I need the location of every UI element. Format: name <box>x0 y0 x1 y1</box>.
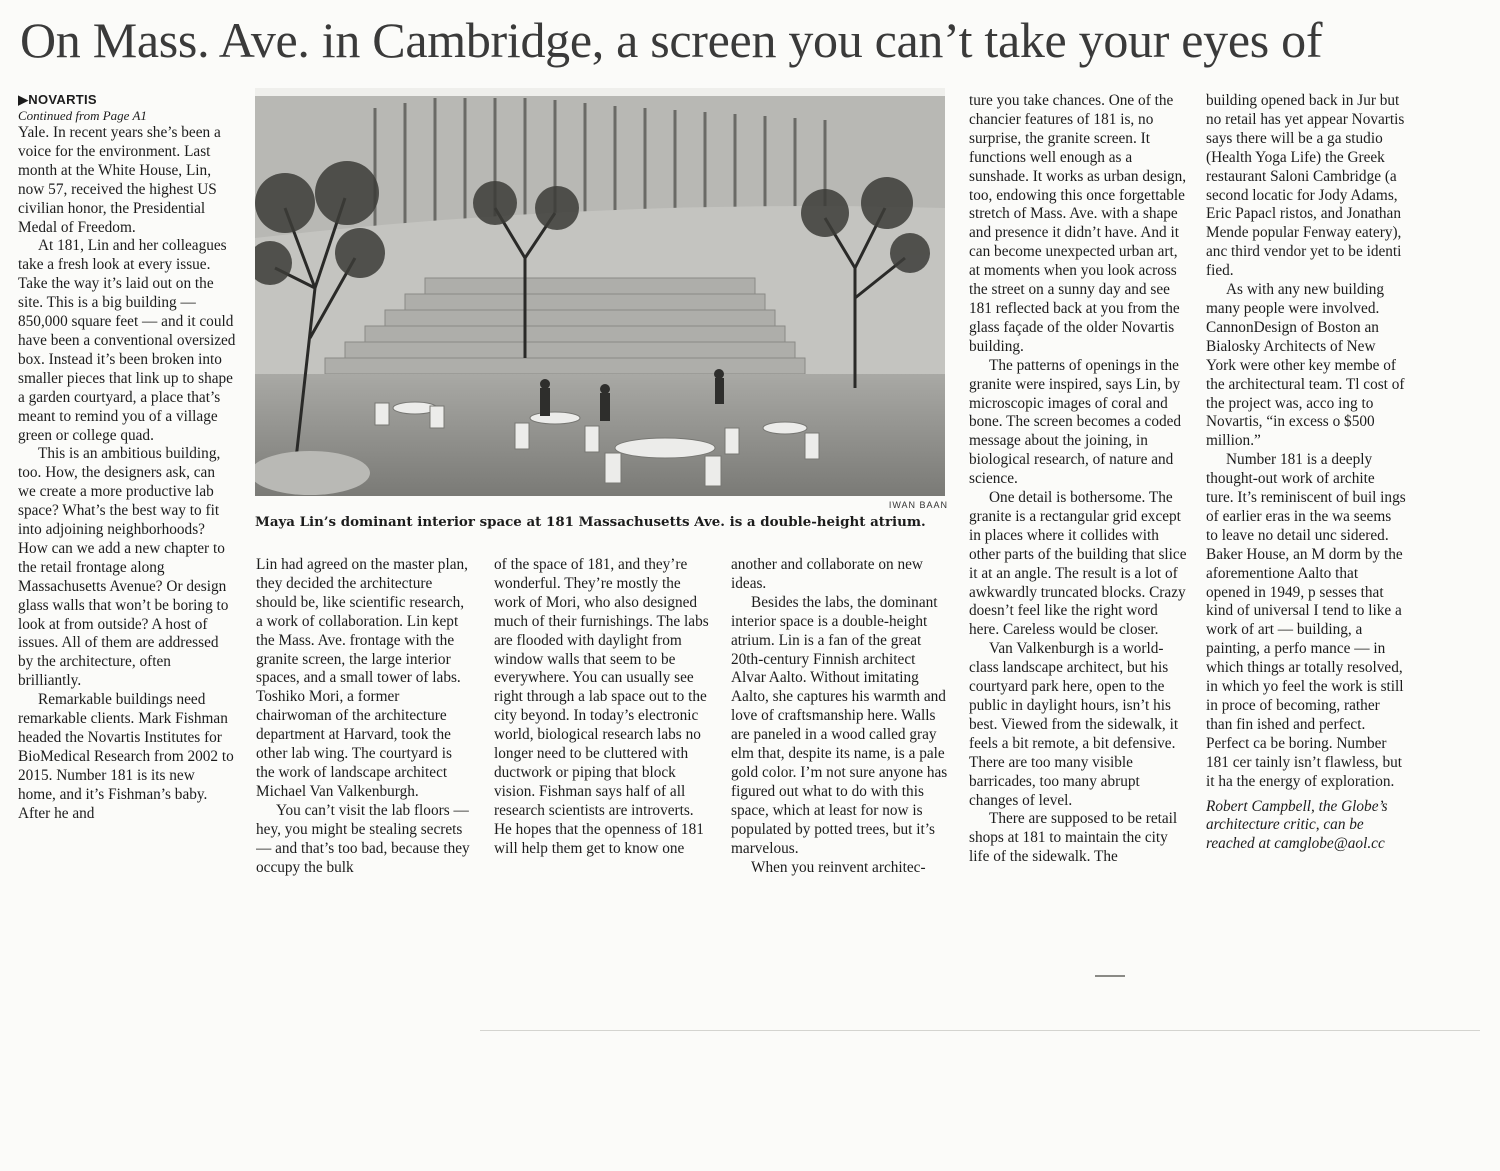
atrium-image <box>255 88 945 496</box>
column-1 <box>18 92 236 902</box>
column-3 <box>494 556 712 896</box>
scan-line <box>480 1030 1480 1031</box>
scan-mark <box>1095 975 1125 977</box>
paragraph: building opened back in Jur but no retail has yet appear Novartis says there will be a ga studio (Health Yoga Life) the Greek restaurant Saloni Cambridge (a second locatic for Jody Adams, Eric Papacl ristos, and Jonathan Mende popular Fenway eatery), anc third vendor yet to be identi fied. <box>1206 92 1405 280</box>
byline: Robert Campbell, the Globe’s architecture critic, can be reached at camglobe@aol.cc <box>1206 797 1388 853</box>
column-6 <box>1206 92 1406 898</box>
paragraph: Lin had agreed on the master plan, they decided the architecture should be, like scientific research, a work of collaboration. Lin kept the Mass. Ave. frontage with the granite screen, the large interior spaces, and a small tower of labs. Toshiko Mori, a former chairwoman of the architecture department at Harvard, took the other lab wing. The courtyard is the work of landscape architect Michael Van Valkenburgh. <box>256 556 468 800</box>
paragraph: Besides the labs, the dominant interior space is a double-height atrium. Lin is a fan of the great 20th-century Finnish architect Alvar Aalto. Without imitating Aalto, she captures his warmth and love of craftsmanship here. Walls are paneled in a wood called gray elm that, despite its name, is a pale gold color. I’m not sure anyone has figured out what to do with this space, which at least for now is populated by potted trees, but it’s marvelous. <box>731 593 948 857</box>
paragraph: There are supposed to be retail shops at 181 to maintain the city life of the sidewalk. The <box>969 810 1178 866</box>
atrium-photo <box>255 88 945 496</box>
paragraph: When you reinvent architec- <box>751 858 926 876</box>
photo-credit: IWAN BAAN <box>888 500 948 510</box>
continued-line: Continued from Page A1 <box>18 108 147 123</box>
column-4 <box>731 556 949 896</box>
paragraph: Remarkable buildings need remarkable clients. Mark Fishman headed the Novartis Institutes for BioMedical Research from 2002 to 2015. Number 181 is its new home, and it’s Fishman’s baby. After he and <box>18 691 234 822</box>
paragraph: another and collaborate on new ideas. <box>731 556 923 592</box>
column-5 <box>969 92 1187 898</box>
section-kicker: ▶NOVARTIS <box>18 92 97 107</box>
headline: On Mass. Ave. in Cambridge, a screen you can’t take your eyes of <box>20 12 1323 68</box>
paragraph: ture you take chances. One of the chancier features of 181 is, no surprise, the granite screen. It functions well enough as a sunshade. It works as urban design, too, endowing this once forgettable stretch of Mass. Ave. with a shape and presence it didn’t have. And it can become unexpected urban art, at moments when you look across the street on a sunny day and see 181 reflected back at you from the glass façade of the older Novartis building. <box>969 92 1187 355</box>
paragraph: This is an ambitious building, too. How, the designers ask, can we create a more productive lab space? What’s the best way to fit into adjoining neighborhoods? How can we add a new chapter to the retail frontage along Massachusetts Avenue? Or design glass walls that won’t be boring to look at from outside? A host of issues. All of them are addressed by the architecture, often brilliantly. <box>18 445 229 690</box>
paragraph: of the space of 181, and they’re wonderful. They’re mostly the work of Mori, who also designed much of their furnishings. The labs are flooded with daylight from window walls that seem to be everywhere. You can usually see right through a lab space out to the city beyond. In today’s electronic world, biological research labs no longer need to be cluttered with ductwork or piping that block vision. Fishman says half of all research scientists are introverts. He hopes that the openness of 181 will help them get to know one <box>494 556 709 857</box>
paragraph: At 181, Lin and her colleagues take a fresh look at every issue. Take the way it’s laid out on the site. This is a big building — 850,000 square feet — and it could have been a conventional oversized box. Instead it’s been broken into smaller pieces that link up to shape a garden courtyard, a place that’s meant to remind you of a village green or college quad. <box>18 237 236 444</box>
paragraph: The patterns of openings in the granite were inspired, says Lin, by microscopic images of coral and bone. The screen becomes a coded message about the joining, in biological research, of nature and science. <box>969 356 1182 488</box>
paragraph: As with any new building many people were involved. CannonDesign of Boston an Bialosky Architects of New York were other key membe of the architectural team. Tl cost of the project was, acco ing to Novartis, “in excess o $500 million.” <box>1206 281 1405 450</box>
paragraph: Number 181 is a deeply thought-out work of archite ture. It’s reminiscent of buil ings of earlier eras in the wa seems to leave no detail unc sidered. Baker House, an M dorm by the aforementione Aalto that opened in 1949, p sesses that kind of universal I tend to like a work of art — building, a painting, a perfo mance — in which things ar totally resolved, in which yo feel the work is still in proce of becoming, rather than fin ished and perfect. Perfect ca be boring. Number 181 cer tainly isn’t flawless, but it ha the energy of exploration. <box>1206 451 1406 790</box>
photo-caption: Maya Lin’s dominant interior space at 181 Massachusetts Ave. is a double-height atrium. <box>255 514 926 530</box>
paragraph: Yale. In recent years she’s been a voice for the environment. Last month at the White House, Lin, now 57, received the highest US civilian honor, the Presidential Medal of Freedom. <box>18 124 221 236</box>
paragraph: You can’t visit the lab floors — hey, you might be stealing secrets — and that’s too bad, because they occupy the bulk <box>256 801 470 876</box>
paragraph: One detail is bothersome. The granite is a rectangular grid except in places where it collides with other parts of the building that slice it at an angle. The result is a lot of awkwardly truncated blocks. Crazy doesn’t feel like the right word here. Careless would be closer. <box>969 489 1187 639</box>
paragraph: Van Valkenburgh is a world-class landscape architect, but his courtyard park here, open to the public in daylight hours, isn’t his best. Viewed from the sidewalk, it feels a bit remote, a bit defensive. There are too many visible barricades, too many abrupt changes of level. <box>969 640 1179 809</box>
column-2 <box>256 556 474 896</box>
